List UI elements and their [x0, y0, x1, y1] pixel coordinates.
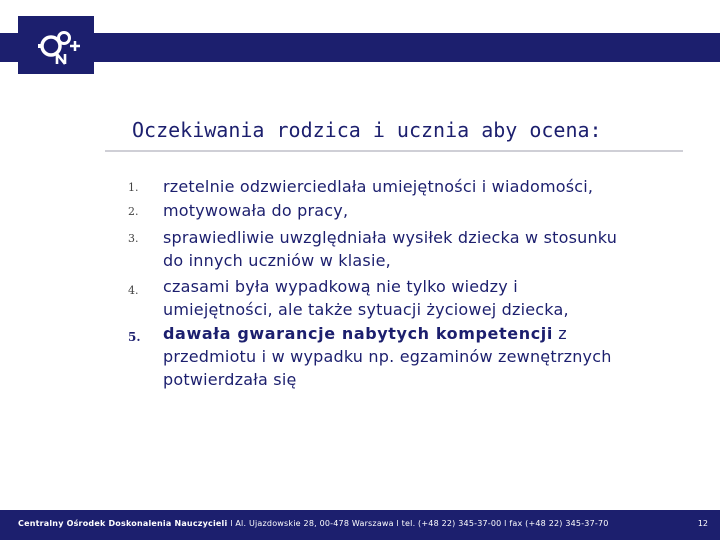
list-item-1	[163, 175, 683, 198]
list-number-2: 2.	[128, 205, 139, 218]
footer-info	[18, 519, 678, 528]
list-number-4: 4.	[128, 284, 139, 297]
list-item-5-line-2: przedmiotu i w wypadku np. egzaminów zewnętrznych	[163, 347, 612, 366]
slide-title: Oczekiwania rodzica i ucznia aby ocena:	[132, 118, 602, 142]
list-item-2	[163, 199, 683, 222]
list-item-4-line-1: czasami była wypadkową nie tylko wiedzy i	[163, 277, 518, 296]
list-number-5: 5.	[128, 330, 141, 344]
footer-bar	[0, 510, 720, 540]
list-item-4-line-2: umiejętności, ale także sytuacji życiowej dziecka,	[163, 300, 569, 319]
list-item-4	[163, 275, 683, 321]
list-number-1: 1.	[128, 181, 139, 194]
list-item-5-line-3: potwierdzała się	[163, 370, 297, 389]
title-divider	[105, 150, 683, 152]
footer-address: l Al. Ujazdowskie 28, 00-478 Warszawa l tel. (+48 22) 345-37-00 l fax (+48 22) 345-37-70	[227, 519, 609, 528]
list-item-3-line-2: do innych uczniów w klasie,	[163, 251, 391, 270]
list-item-5-rest: z	[552, 324, 567, 343]
list-item-5-bold: dawała gwarancje nabytych kompetencji	[163, 324, 553, 343]
list-number-3: 3.	[128, 232, 139, 245]
list-item-3-line-1: sprawiedliwie uwzględniała wysiłek dziecka w stosunku	[163, 228, 618, 247]
page-number: 12	[697, 519, 708, 528]
logo-icon	[18, 16, 94, 74]
header-band	[0, 33, 720, 62]
footer-org: Centralny Ośrodek Doskonalenia Nauczycieli	[18, 519, 228, 528]
codn-logo	[18, 16, 94, 74]
list-item-5	[163, 322, 683, 391]
list-item-5-line-1	[163, 322, 683, 345]
list-item-3	[163, 226, 683, 272]
list-item-2-line-1: motywowała do pracy,	[163, 201, 349, 220]
list-item-1-line-1: rzetelnie odzwierciedlała umiejętności i wiadomości,	[163, 177, 594, 196]
